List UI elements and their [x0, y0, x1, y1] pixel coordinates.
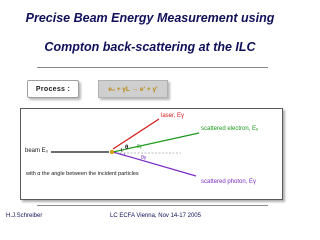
scattered-electron-label: scattered electron, Eₑ: [201, 126, 259, 132]
slide-title-line-2: Compton back-scattering at the ILC: [44, 40, 256, 54]
footer-divider: [37, 205, 268, 206]
footer-author: H.J.Schreiber: [6, 213, 43, 219]
angle-theta-label: θ: [125, 145, 129, 151]
slide-title-line-1: Precise Beam Energy Measurement using: [25, 11, 275, 25]
process-label: Process :: [35, 85, 71, 93]
reaction-equation: e₀ + γL → e' + γ': [108, 85, 158, 93]
reaction-box: [98, 80, 168, 98]
footer-event: LC ECFA Vienna, Nov 14-17 2005: [110, 213, 201, 219]
angle-gamma-label: θγ: [141, 155, 147, 161]
laser-beam-line: [113, 119, 159, 149]
interaction-point: [110, 150, 114, 154]
scattered-photon-label: scattered photon, Eγ: [201, 179, 257, 185]
angle-electron-label: θₑ: [137, 144, 142, 150]
header-divider: [37, 67, 268, 68]
beam-label: beam E₀: [25, 148, 49, 154]
laser-label: laser, Eγ: [161, 113, 185, 119]
process-label-box: [27, 80, 79, 98]
angle-note: with α the angle between the incident particles: [26, 171, 139, 177]
scattering-diagram: [20, 108, 283, 200]
